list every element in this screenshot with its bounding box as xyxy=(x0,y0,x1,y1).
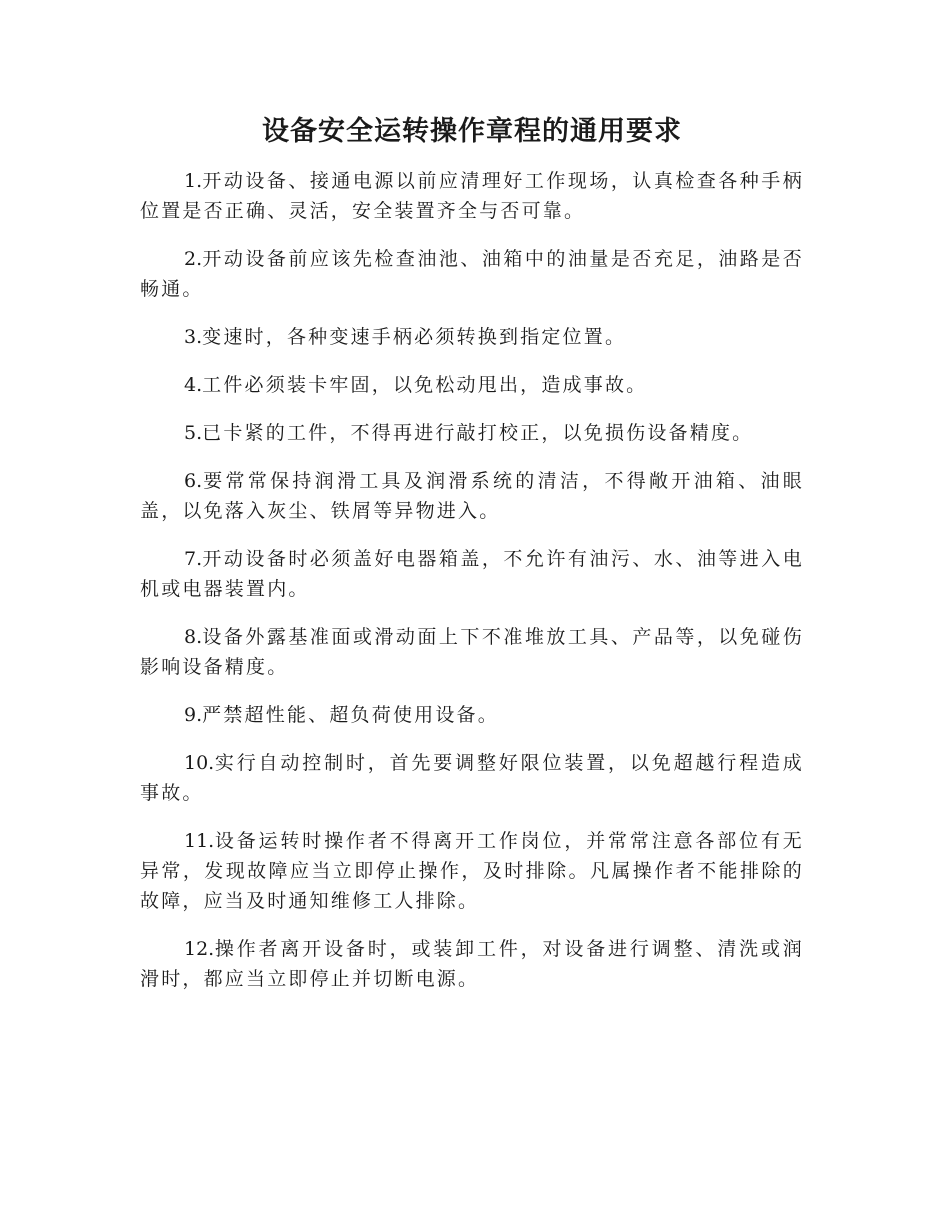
rule-item-11 xyxy=(140,826,804,916)
rule-text: 开动设备前应该先检查油池、油箱中的油量是否充足，油路是否畅通。 xyxy=(140,248,804,300)
rule-item-4 xyxy=(140,370,804,400)
rule-number: 10. xyxy=(184,752,215,774)
rule-item-8 xyxy=(140,622,804,682)
rule-item-6 xyxy=(140,466,804,526)
rule-number: 4. xyxy=(184,374,203,396)
rule-text: 已卡紧的工件，不得再进行敲打校正，以免损伤设备精度。 xyxy=(202,422,754,444)
document-title: 设备安全运转操作章程的通用要求 xyxy=(262,116,682,147)
rule-item-9 xyxy=(140,700,804,730)
rule-number: 3. xyxy=(184,326,203,348)
rule-number: 9. xyxy=(184,704,203,726)
rule-text: 开动设备、接通电源以前应清理好工作现场，认真检查各种手柄位置是否正确、灵活，安全装置齐全与否可靠。 xyxy=(140,170,804,222)
rule-item-3 xyxy=(140,322,804,352)
rules-list xyxy=(140,166,804,994)
rule-item-12 xyxy=(140,934,804,994)
rule-number: 1. xyxy=(184,170,203,192)
rule-item-2 xyxy=(140,244,804,304)
rule-number: 8. xyxy=(184,626,203,648)
rule-number: 12. xyxy=(184,938,215,960)
rule-text: 操作者离开设备时，或装卸工件，对设备进行调整、清洗或润滑时，都应当立即停止并切断电源。 xyxy=(140,938,804,990)
rule-number: 5. xyxy=(184,422,203,444)
rule-text: 开动设备时必须盖好电器箱盖，不允许有油污、水、油等进入电机或电器装置内。 xyxy=(140,548,804,600)
rule-number: 2. xyxy=(184,248,203,270)
rule-text: 工件必须装卡牢固，以免松动甩出，造成事故。 xyxy=(202,374,648,396)
rule-text: 设备外露基准面或滑动面上下不准堆放工具、产品等，以免碰伤影响设备精度。 xyxy=(140,626,804,678)
rule-text: 严禁超性能、超负荷使用设备。 xyxy=(202,704,499,726)
rule-text: 要常常保持润滑工具及润滑系统的清洁，不得敞开油箱、油眼盖，以免落入灰尘、铁屑等异物进入。 xyxy=(140,470,804,522)
rule-number: 6. xyxy=(184,470,203,492)
rule-item-7 xyxy=(140,544,804,604)
rule-text: 实行自动控制时，首先要调整好限位装置，以免超越行程造成事故。 xyxy=(140,752,804,804)
rule-number: 11. xyxy=(184,830,215,852)
rule-text: 变速时，各种变速手柄必须转换到指定位置。 xyxy=(202,326,627,348)
rule-text: 设备运转时操作者不得离开工作岗位，并常常注意各部位有无异常，发现故障应当立即停止操作，及时排除。凡属操作者不能排除的故障，应当及时通知维修工人排除。 xyxy=(140,830,804,912)
rule-item-5 xyxy=(140,418,804,448)
rule-number: 7. xyxy=(184,548,203,570)
rule-item-1 xyxy=(140,166,804,226)
rule-item-10 xyxy=(140,748,804,808)
